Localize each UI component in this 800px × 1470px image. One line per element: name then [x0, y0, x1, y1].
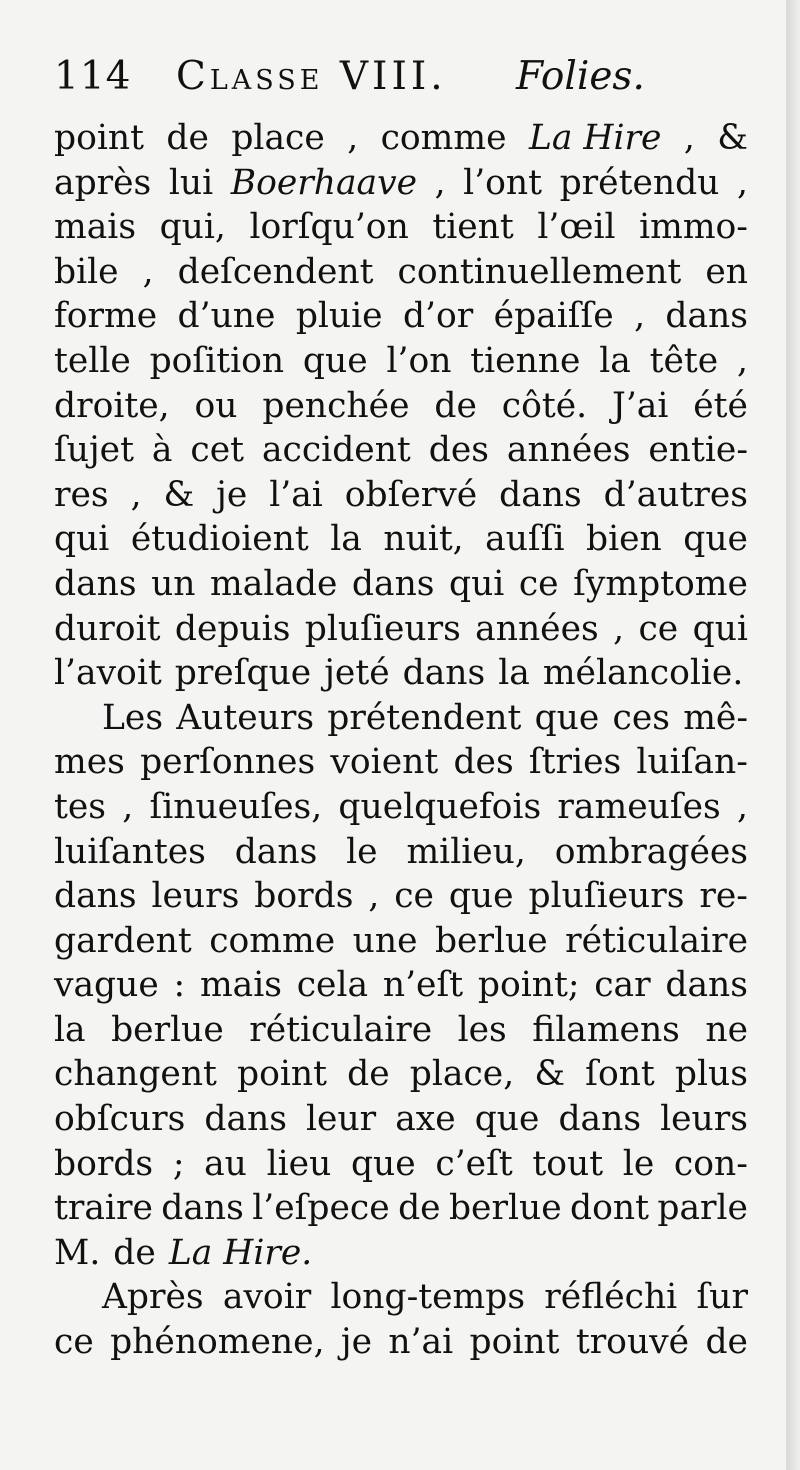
word: qui [449, 563, 505, 604]
word: tête [649, 340, 719, 381]
word: réfléchi [544, 1277, 678, 1318]
word: entie- [648, 430, 748, 471]
word: res [54, 474, 109, 515]
word: gardent [54, 920, 192, 961]
word: berlue [434, 920, 548, 961]
word: côté. [501, 385, 588, 426]
word: Après [102, 1277, 204, 1318]
word: après [54, 162, 152, 203]
word: ce [54, 1322, 94, 1363]
word: que [534, 697, 600, 738]
word: lorſqu’on [249, 207, 409, 248]
text-line [54, 562, 748, 607]
word: deſcendent [177, 251, 374, 292]
word: obſcurs [54, 1099, 186, 1140]
word: comme [209, 920, 336, 961]
word: épaiſſe [493, 296, 614, 337]
word: des [428, 430, 489, 471]
text-block [54, 52, 748, 1365]
word: berlue [111, 1009, 224, 1050]
text-line [54, 740, 748, 785]
word: , [736, 340, 748, 381]
word: bile [54, 251, 119, 292]
word: point [54, 118, 144, 158]
word: n’eſt [382, 965, 464, 1006]
word: luiſantes [54, 831, 206, 872]
word: dans [558, 1099, 642, 1140]
word: d’or [402, 296, 474, 337]
word: dans [161, 1188, 244, 1229]
word: l’ont [463, 162, 543, 203]
word: d’une [177, 296, 276, 337]
word: ou [194, 385, 238, 426]
word: années [506, 430, 631, 471]
word: quelquefois [338, 786, 542, 827]
word: ces [612, 697, 670, 738]
text-line [54, 205, 748, 250]
word: obſervé [344, 474, 478, 515]
word: en [705, 251, 748, 292]
word: car [594, 965, 651, 1006]
word: que [350, 1143, 416, 1184]
word: de [398, 1188, 441, 1229]
word: tout [532, 1143, 604, 1184]
word: Les [102, 697, 164, 738]
word: & [717, 118, 748, 158]
text-line [54, 1052, 748, 1097]
text-line [54, 1320, 748, 1365]
text-line [54, 1186, 748, 1231]
word: mê- [683, 697, 748, 738]
word: rameuſes [557, 786, 721, 827]
word: la [54, 1009, 86, 1050]
word: lieu [266, 1143, 332, 1184]
word: dans [665, 296, 748, 337]
word: ſujet [54, 430, 134, 471]
word: penchée [262, 385, 410, 426]
word: ; [172, 1143, 185, 1184]
word: , [434, 162, 446, 203]
word: accident [261, 430, 411, 471]
word: droite, [54, 385, 170, 426]
word: nuit, [383, 519, 464, 560]
word: pluſieurs [304, 608, 461, 649]
word: point [237, 1054, 328, 1095]
word: un [151, 563, 196, 604]
word: dans [54, 876, 137, 917]
text-line [54, 1008, 748, 1053]
text-line [54, 294, 748, 339]
word: tes [54, 786, 106, 827]
text-line [54, 651, 748, 696]
word: ce [638, 608, 679, 649]
word: jeté [324, 653, 390, 694]
word: lui [168, 162, 214, 203]
text-line [54, 919, 748, 964]
text-line [54, 1097, 748, 1142]
word: l’œil [537, 207, 616, 248]
word: de [434, 385, 477, 426]
word: plus [674, 1054, 748, 1095]
word: berlue [448, 1188, 562, 1229]
word: la [498, 653, 530, 694]
word: ſont [585, 1054, 655, 1095]
word: qui [692, 608, 748, 649]
word: tienne [470, 340, 581, 381]
word: preſque [174, 653, 312, 694]
word: cet [190, 430, 245, 471]
word: mais [54, 207, 137, 248]
running-head [54, 52, 748, 116]
word: voient [330, 742, 439, 783]
word: bords [54, 1143, 154, 1184]
word: ſur [696, 1277, 748, 1318]
word: luiſan- [636, 742, 748, 783]
word: je [340, 1322, 373, 1363]
text-line [54, 339, 748, 384]
word: la [599, 340, 631, 381]
word: avoir [222, 1277, 312, 1318]
word: malade [210, 563, 338, 604]
word: continuellement [397, 251, 682, 292]
word: la [330, 519, 362, 560]
word: à [151, 430, 173, 471]
text-line [54, 116, 748, 161]
word: forme [54, 296, 158, 337]
word: années [475, 608, 599, 649]
word: filamens [532, 1009, 680, 1050]
word: dans [234, 831, 318, 872]
word: Auteurs [176, 697, 315, 738]
word: cela [296, 965, 369, 1006]
word: dans [665, 965, 748, 1006]
word: , [634, 296, 646, 337]
text-line [54, 250, 748, 295]
word: mélancolie. [542, 653, 744, 694]
word: re- [699, 876, 748, 917]
word: que [448, 876, 514, 917]
word: bien [586, 519, 662, 560]
word: c’eſt [435, 1143, 513, 1184]
word: ſymptome [573, 563, 748, 604]
word: M. [54, 1232, 101, 1273]
text-line [54, 1142, 748, 1187]
text-line [54, 607, 748, 652]
text-line [54, 517, 748, 562]
word: place [231, 118, 325, 158]
word: , [683, 118, 695, 158]
word: prétendent [327, 697, 522, 738]
word: , [613, 608, 625, 649]
word: que [683, 519, 748, 560]
running-head-section: Folies. [516, 54, 645, 99]
page-number: 114 [54, 54, 132, 99]
word: pluſieurs [528, 876, 685, 917]
word: trouvé [575, 1322, 690, 1363]
word: vague [54, 965, 159, 1006]
word: milieu, [406, 831, 526, 872]
word: , [736, 162, 748, 203]
word: leurs [660, 1099, 748, 1140]
word: pluie [295, 296, 383, 337]
word: : [173, 965, 186, 1006]
word: dans [402, 653, 486, 694]
text-line [54, 874, 748, 919]
word: , [122, 786, 134, 827]
word: dans [204, 1099, 287, 1140]
word: ſtries [528, 742, 622, 783]
word: dans [499, 474, 582, 515]
word: immo- [639, 207, 748, 248]
word: réticulaire [565, 920, 748, 961]
word: place, [409, 1054, 515, 1095]
word: telle [54, 340, 131, 381]
word: dans [351, 563, 435, 604]
word: perſonnes [140, 742, 316, 783]
word: étudioient [130, 519, 309, 560]
word: , [736, 786, 748, 827]
word: comme [380, 118, 507, 158]
word: les [457, 1009, 507, 1050]
word: que [302, 340, 368, 381]
text-line [54, 696, 748, 741]
word: point; [477, 965, 580, 1006]
word: l’ai [269, 474, 323, 515]
word: de [705, 1322, 748, 1363]
word: , [347, 118, 359, 158]
word: J’ai [611, 385, 669, 426]
running-head-classe: Classe VIII. [176, 54, 447, 99]
word: ſinueuſes, [149, 786, 323, 827]
word: , [130, 474, 142, 515]
word: con- [673, 1143, 748, 1184]
word: Boerhaave [230, 162, 418, 203]
word: ce [518, 563, 559, 604]
text-line [54, 161, 748, 206]
word: phénomene, [110, 1322, 325, 1363]
word: mes [54, 742, 125, 783]
word: l’avoit [54, 653, 162, 694]
word: n’ai [388, 1322, 454, 1363]
text-line [54, 428, 748, 473]
text-line [54, 1231, 748, 1276]
word: réticulaire [249, 1009, 433, 1050]
word: La Hire [528, 118, 662, 158]
word: l’eſpece [252, 1188, 390, 1229]
text-line [54, 1275, 748, 1320]
word: que [474, 1099, 540, 1140]
word: le [622, 1143, 655, 1184]
word: ombragées [554, 831, 748, 872]
word: leurs [151, 876, 240, 917]
word: parle [657, 1188, 748, 1229]
word: mais [199, 965, 282, 1006]
text-line [54, 384, 748, 429]
text-line [54, 473, 748, 518]
word: bords [254, 876, 354, 917]
word: le [346, 831, 378, 872]
word: de [113, 1232, 156, 1273]
word: , [142, 251, 154, 292]
text-line [54, 785, 748, 830]
word: qui [54, 519, 110, 560]
word: leur [306, 1099, 377, 1140]
word: au [204, 1143, 247, 1184]
word: ne [705, 1009, 748, 1050]
word: d’autres [603, 474, 748, 515]
word: dans [54, 563, 137, 604]
text-line [54, 830, 748, 875]
word: dont [570, 1188, 649, 1229]
word: La Hire. [168, 1232, 313, 1273]
word: point [469, 1322, 560, 1363]
word: auſſi [485, 519, 565, 560]
word: qui, [159, 207, 226, 248]
word: une [352, 920, 418, 961]
word: été [693, 385, 748, 426]
word: prétendu [559, 162, 720, 203]
word: poſition [149, 340, 285, 381]
word: & [163, 474, 195, 515]
word: traire [54, 1188, 153, 1229]
word: de [166, 118, 209, 158]
page-gutter-shadow [786, 0, 800, 1470]
word: long-temps [330, 1277, 526, 1318]
word: je [216, 474, 248, 515]
word: de [347, 1054, 390, 1095]
word: duroit [54, 608, 161, 649]
word: depuis [174, 608, 291, 649]
body-text [54, 116, 748, 1365]
word: axe [395, 1099, 456, 1140]
word: l’on [386, 340, 452, 381]
word: des [453, 742, 514, 783]
word: & [534, 1054, 566, 1095]
word: changent [54, 1054, 217, 1095]
text-line [54, 963, 748, 1008]
word: ce [394, 876, 434, 917]
word: , [368, 876, 380, 917]
word: tient [432, 207, 514, 248]
